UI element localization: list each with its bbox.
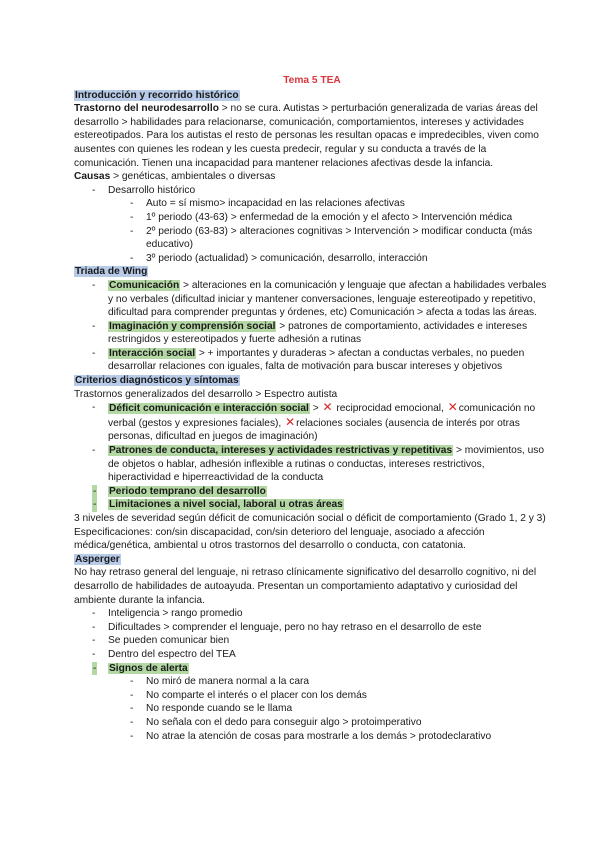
list-item: - Inteligencia > rango promedio [92,608,243,620]
list-item: - 1º periodo (43-63) > enfermedad de la emoción y el afecto > Intervención médica [130,211,513,223]
list-item: - Se pueden comunicar bien [92,635,230,647]
page-title: Tema 5 TEA [283,75,341,86]
section-heading-asperger: Asperger [75,553,120,565]
section-heading-intro: Introducción y recorrido histórico [75,89,239,101]
list-item: - Dificultades > comprender el lenguaje, pero no hay retraso en el desarrollo de este [92,621,482,633]
intro-paragraph: Trastorno del neurodesarrollo > no se cura. Autistas > perturbación generalizada de varias áreas del desarrollo > habilidades para relacionarse, comunicación, comportamientos, intereses y actividades estereotipados. Para los autistas el resto de personas les resultan opacas e impredecibles, viven como ausentes con quienes les rodean y les cuesta predecir, regular y su conducta a través de la comunicación. Tienen una incapacidad para mantener relaciones afectivas desde la infancia. [74,103,539,169]
list-item: - Periodo temprano del desarrollo [93,485,266,497]
list-item: - Dentro del espectro del TEA [92,648,236,660]
list-item: - No señala con el dedo para conseguir algo > protoimperativo [130,716,422,728]
list-item: - Auto = sí mismo> incapacidad en las relaciones afectivas [130,198,405,210]
list-item: - Patrones de conducta, intereses y actividades restrictivas y repetitivas > movimientos, uso de objetos o hablar, adhesión inflexible a rutinas o conductas, intereses restrictivos, hiperactividad e hiperreactividad de la conducta [92,445,545,484]
list-item: - Imaginación y comprensión social > patrones de comportamiento, actividades e intereses restringidos y estereotipados y fuerte adhesión a rutinas [92,320,528,346]
list-item: - Interacción social > + importantes y duraderas > afectan a conductas verbales, no pueden desarrollar relaciones con iguales, falta de motivación para buscar intereses y objetivos [92,347,525,373]
causes-paragraph: Causas > genéticas, ambientales o diversas [74,171,276,183]
list-item: - No comparte el interés o el placer con los demás [130,689,367,701]
list-item: - 3º periodo (actualidad) > comunicación, desarrollo, interacción [130,252,428,264]
list-item: - Déficit comunicación e interacción social > ✕ reciprocidad emocional, ✕comunicación no verbal (gestos y expresiones faciales), ✕relaciones sociales (ausencia de interés por otras personas, dificultad en juegos de imaginación) [92,400,536,443]
list-item: - No responde cuando se le llama [130,703,293,715]
criteria-intro: Trastornos generalizados del desarrollo > Espectro autista [74,388,338,400]
cross-mark-icon: ✕ [322,400,333,415]
list-item: - Signos de alerta [93,662,188,674]
list-item: - Desarrollo histórico [92,184,196,196]
list-item: - Limitaciones a nivel social, laboral u otras áreas [93,499,343,511]
cross-mark-icon: ✕ [285,414,296,429]
section-heading-wing: Triada de Wing [75,266,148,278]
list-item: - No atrae la atención de cosas para mostrarle a los demás > protodeclarativo [130,730,492,742]
list-item: - Comunicación > alteraciones en la comunicación y lenguaje que afectan a habilidades verbales y no verbales (dificultad iniciar y mantener conversaciones, lenguaje estereotipado y repetitivo, dificultad para comprender preguntas y órdenes, etc) Comunicación > afecta a todas las áreas. [92,279,547,319]
asperger-paragraph: No hay retraso general del lenguaje, ni retraso clínicamente significativo del desarrollo cognitivo, ni del desarrollo de habilidades de autoayuda. Presentan un comportamiento adaptativo y curiosidad del ambiente durante la infancia. [74,567,537,606]
section-heading-criteria: Criterios diagnósticos y síntomas [75,375,239,387]
severity-note: 3 niveles de severidad según déficit de comunicación social o déficit de comportamiento (Grado 1, 2 y 3) Especificaciones: con/sin discapacidad, con/sin deterioro del lenguaje, asociado a afección médica/genética, ambiental u otros trastornos del desarrollo o conducta, con catatonia. [74,513,546,552]
list-item: - No miró de manera normal a la cara [130,676,310,688]
cross-mark-icon: ✕ [447,400,458,415]
list-item: - 2º periodo (63-83) > alteraciones cognitivas > Intervención > modificar conducta (más educativo) [130,225,533,251]
